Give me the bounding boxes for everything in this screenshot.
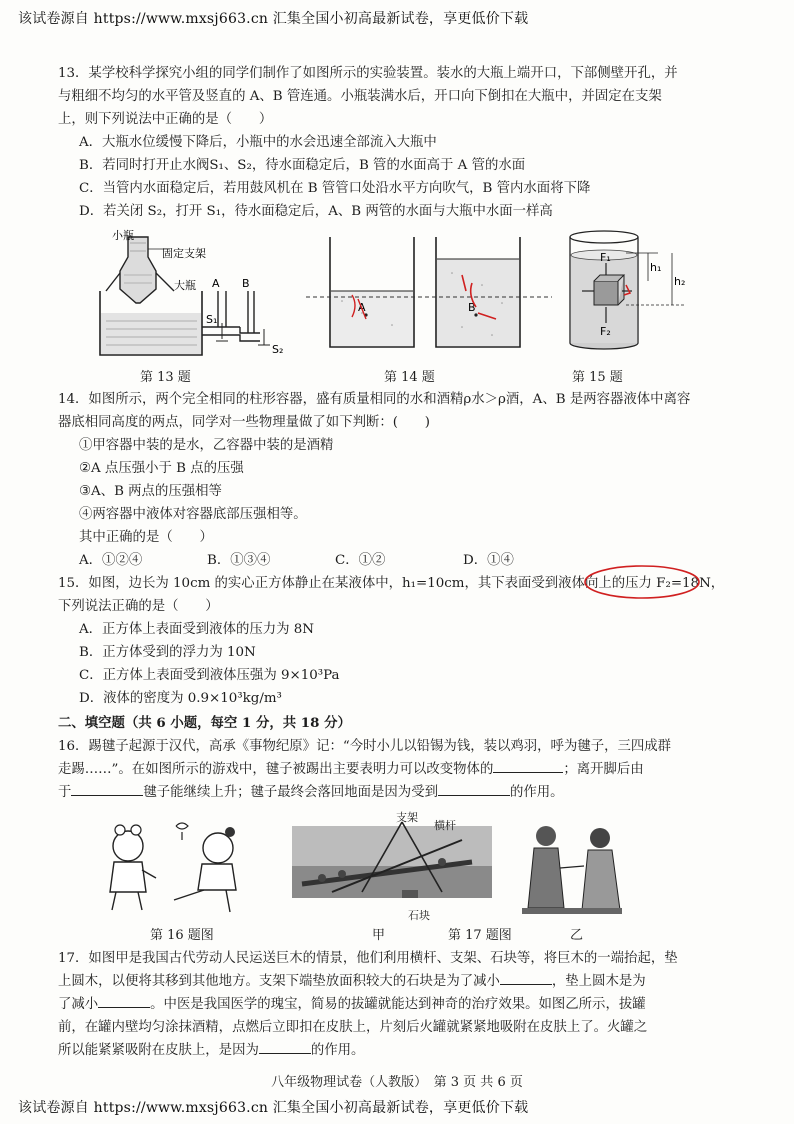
q16-line-2-text-a: 走踢……”。在如图所示的游戏中，毽子被踢出主要表明力可以改变物体的 bbox=[58, 762, 494, 777]
q13-stem-line-1: 13．某学校科学探究小组的同学们制作了如图所示的实验装置。装水的大瓶上端开口，下部侧壁开孔，并 bbox=[58, 66, 678, 81]
q15-stem-line-1: 15．如图，边长为 10cm 的实心正方体静止在某液体中，h₁=10cm，其下表面受到液体向上的压力 F₂=18N， bbox=[58, 576, 725, 591]
q17-line-4: 前，在罐内壁均匀涂抹酒精，点燃后立即扣在皮肤上，片刻后火罐就紧紧地吸附在皮肤上了。火罐之 bbox=[58, 1020, 648, 1035]
q13-option-c: C．当管内水面稳定后，若用鼓风机在 B 管管口处沿水平方向吹气，B 管内水面将下降 bbox=[79, 181, 591, 196]
q16-line-3-text-b: 毽子能继续上升；毽子最终会落回地面是因为受到 bbox=[143, 785, 438, 800]
q13-option-a: A．大瓶水位缓慢下降后，小瓶中的水会迅速全部流入大瓶中 bbox=[79, 135, 437, 150]
fig13-label-a: A bbox=[212, 277, 220, 290]
q16-line-3-text-c: 的作用。 bbox=[509, 785, 564, 800]
question-16 bbox=[58, 735, 748, 804]
figure-14-containers bbox=[302, 229, 562, 369]
figure-16-caption: 第 16 题图 bbox=[150, 928, 214, 943]
q15-stem-line-2: 下列说法正确的是（ ） bbox=[58, 599, 219, 614]
fig14-label-b: B bbox=[468, 301, 476, 314]
q17-line-3-text-b: 。中医是我国医学的瑰宝，简易的拔罐就能达到神奇的治疗效果。如图乙所示，拔罐 bbox=[150, 997, 646, 1012]
q15-red-circle-annotation bbox=[582, 562, 702, 602]
q16-blank-1[interactable] bbox=[493, 758, 563, 773]
q17-blank-3[interactable] bbox=[259, 1039, 311, 1054]
figure-17-yi-cupping bbox=[512, 818, 632, 918]
q17-blank-1[interactable] bbox=[500, 970, 552, 985]
fig13-label-s2: S₂ bbox=[272, 343, 284, 356]
q14-lead: 其中正确的是（ ） bbox=[79, 530, 213, 545]
figure-17-caption: 第 17 题图 bbox=[448, 928, 512, 943]
figure-13-apparatus bbox=[82, 229, 282, 369]
fig13-label-b: B bbox=[242, 277, 250, 290]
q16-blank-2[interactable] bbox=[71, 781, 143, 796]
page-footer: 八年级物理试卷（人教版） 第 3 页 共 6 页 bbox=[271, 1075, 523, 1090]
q14-judgement-1: ①甲容器中装的是水，乙容器中装的是酒精 bbox=[79, 438, 334, 453]
fig17-label-lever: 横杆 bbox=[434, 819, 456, 832]
q13-option-d: D．若关闭 S₂，打开 S₁，待水面稳定后，A、B 两管的水面与大瓶中水面一样高 bbox=[79, 204, 553, 219]
question-15 bbox=[58, 572, 748, 710]
figures-16-17 bbox=[58, 804, 748, 947]
fig15-label-h2: h₂ bbox=[674, 275, 686, 288]
figure-13-caption: 第 13 题 bbox=[140, 370, 191, 385]
fig13-label-small-bottle: 小瓶 bbox=[112, 229, 134, 242]
figure-17-jia-log-transport bbox=[292, 822, 492, 902]
q17-line-2 bbox=[58, 970, 748, 993]
q17-line-2-text-a: 上圆木，以便将其移到其他地方。支架下端垫放面积较大的石块是为了减小 bbox=[58, 974, 500, 989]
question-17 bbox=[58, 947, 748, 1062]
exam-page-content bbox=[58, 62, 748, 1062]
q16-blank-3[interactable] bbox=[438, 781, 510, 796]
fig15-label-f2: F₂ bbox=[600, 325, 611, 338]
source-banner-top: 该试卷源自 https://www.mxsj663.cn 汇集全国小初高最新试卷，享更低价下载 bbox=[18, 11, 529, 27]
q15-option-a: A．正方体上表面受到液体的压力为 8N bbox=[79, 622, 315, 637]
fig17-label-jia: 甲 bbox=[372, 928, 386, 943]
q16-line-2 bbox=[58, 758, 748, 781]
figure-14-caption: 第 14 题 bbox=[384, 370, 435, 385]
q14-judgement-2: ②A 点压强小于 B 点的压强 bbox=[79, 461, 244, 476]
question-14 bbox=[58, 388, 748, 572]
q17-blank-2[interactable] bbox=[98, 993, 150, 1008]
fig14-label-a: A bbox=[358, 301, 366, 314]
q13-stem-line-2: 与粗细不均匀的水平管及竖直的 A、B 管连通。小瓶装满水后，开口向下倒扣在大瓶中，并固定在支架 bbox=[58, 89, 662, 104]
q15-option-c: C．正方体上表面受到液体压强为 9×10³Pa bbox=[79, 668, 340, 683]
source-banner-bottom: 该试卷源自 https://www.mxsj663.cn 汇集全国小初高最新试卷，享更低价下载 bbox=[18, 1100, 529, 1116]
q14-option-a: A．①②④ bbox=[79, 553, 143, 568]
q17-line-5-text-b: 的作用。 bbox=[310, 1043, 365, 1058]
q14-option-c: C．①② bbox=[335, 553, 386, 568]
q17-line-5 bbox=[58, 1039, 748, 1062]
fig13-label-s1: S₁ bbox=[206, 313, 218, 326]
q14-stem-line-2: 器底相同高度的两点，同学对一些物理量做了如下判断：( ) bbox=[58, 415, 430, 430]
q15-option-b: B．正方体受到的浮力为 10N bbox=[79, 645, 256, 660]
q13-stem-line-3: 上，则下列说法中正确的是（ ） bbox=[58, 112, 273, 127]
q16-line-2-text-b: ；离开脚后由 bbox=[563, 762, 644, 777]
q14-judgement-4: ④两容器中液体对容器底部压强相等。 bbox=[79, 507, 307, 522]
q13-option-b: B．若同时打开止水阀S₁、S₂，待水面稳定后，B 管的水面高于 A 管的水面 bbox=[79, 158, 526, 173]
fig15-label-f1: F₁ bbox=[600, 251, 611, 264]
figures-13-14-15 bbox=[58, 223, 748, 388]
q17-line-3-text-a: 了减小 bbox=[58, 997, 99, 1012]
question-13 bbox=[58, 62, 748, 223]
figure-16-shuttlecock-kids bbox=[98, 818, 258, 918]
q17-line-1: 17．如图甲是我国古代劳动人民运送巨木的情景，他们利用横杆、支架、石块等，将巨木的一端抬起，垫 bbox=[58, 951, 678, 966]
figure-15-caption: 第 15 题 bbox=[572, 370, 623, 385]
fig13-label-big-bottle: 大瓶 bbox=[174, 279, 196, 292]
q14-option-b: B．①③④ bbox=[207, 553, 271, 568]
q17-line-5-text-a: 所以能紧紧吸附在皮肤上，是因为 bbox=[58, 1043, 259, 1058]
fig17-label-stone: 石块 bbox=[408, 909, 430, 922]
fig15-label-h1: h₁ bbox=[650, 261, 662, 274]
q14-option-d: D．①④ bbox=[463, 553, 514, 568]
figure-15-cube-in-liquid bbox=[564, 225, 704, 365]
q16-line-3 bbox=[58, 781, 748, 804]
q16-line-1: 16．踢毽子起源于汉代，高承《事物纪原》记：“今时小儿以铅锡为钱，装以鸡羽，呼为毽子，三四成群 bbox=[58, 739, 672, 754]
q14-stem-line-1: 14．如图所示，两个完全相同的柱形容器，盛有质量相同的水和酒精ρ水＞ρ酒，A、B 是两容器液体中离容 bbox=[58, 392, 691, 407]
fig17-label-yi: 乙 bbox=[570, 928, 584, 943]
fig17-label-support: 支架 bbox=[396, 811, 418, 824]
section-2-heading: 二、填空题（共 6 小题，每空 1 分，共 18 分） bbox=[58, 715, 351, 731]
q17-line-3 bbox=[58, 993, 748, 1016]
q16-line-3-text-a: 于 bbox=[58, 785, 72, 800]
q17-line-2-text-b: ，垫上圆木是为 bbox=[551, 974, 646, 989]
fig13-label-stand: 固定支架 bbox=[162, 247, 206, 260]
q15-option-d: D．液体的密度为 0.9×10³kg/m³ bbox=[79, 691, 282, 706]
q14-judgement-3: ③A、B 两点的压强相等 bbox=[79, 484, 222, 499]
